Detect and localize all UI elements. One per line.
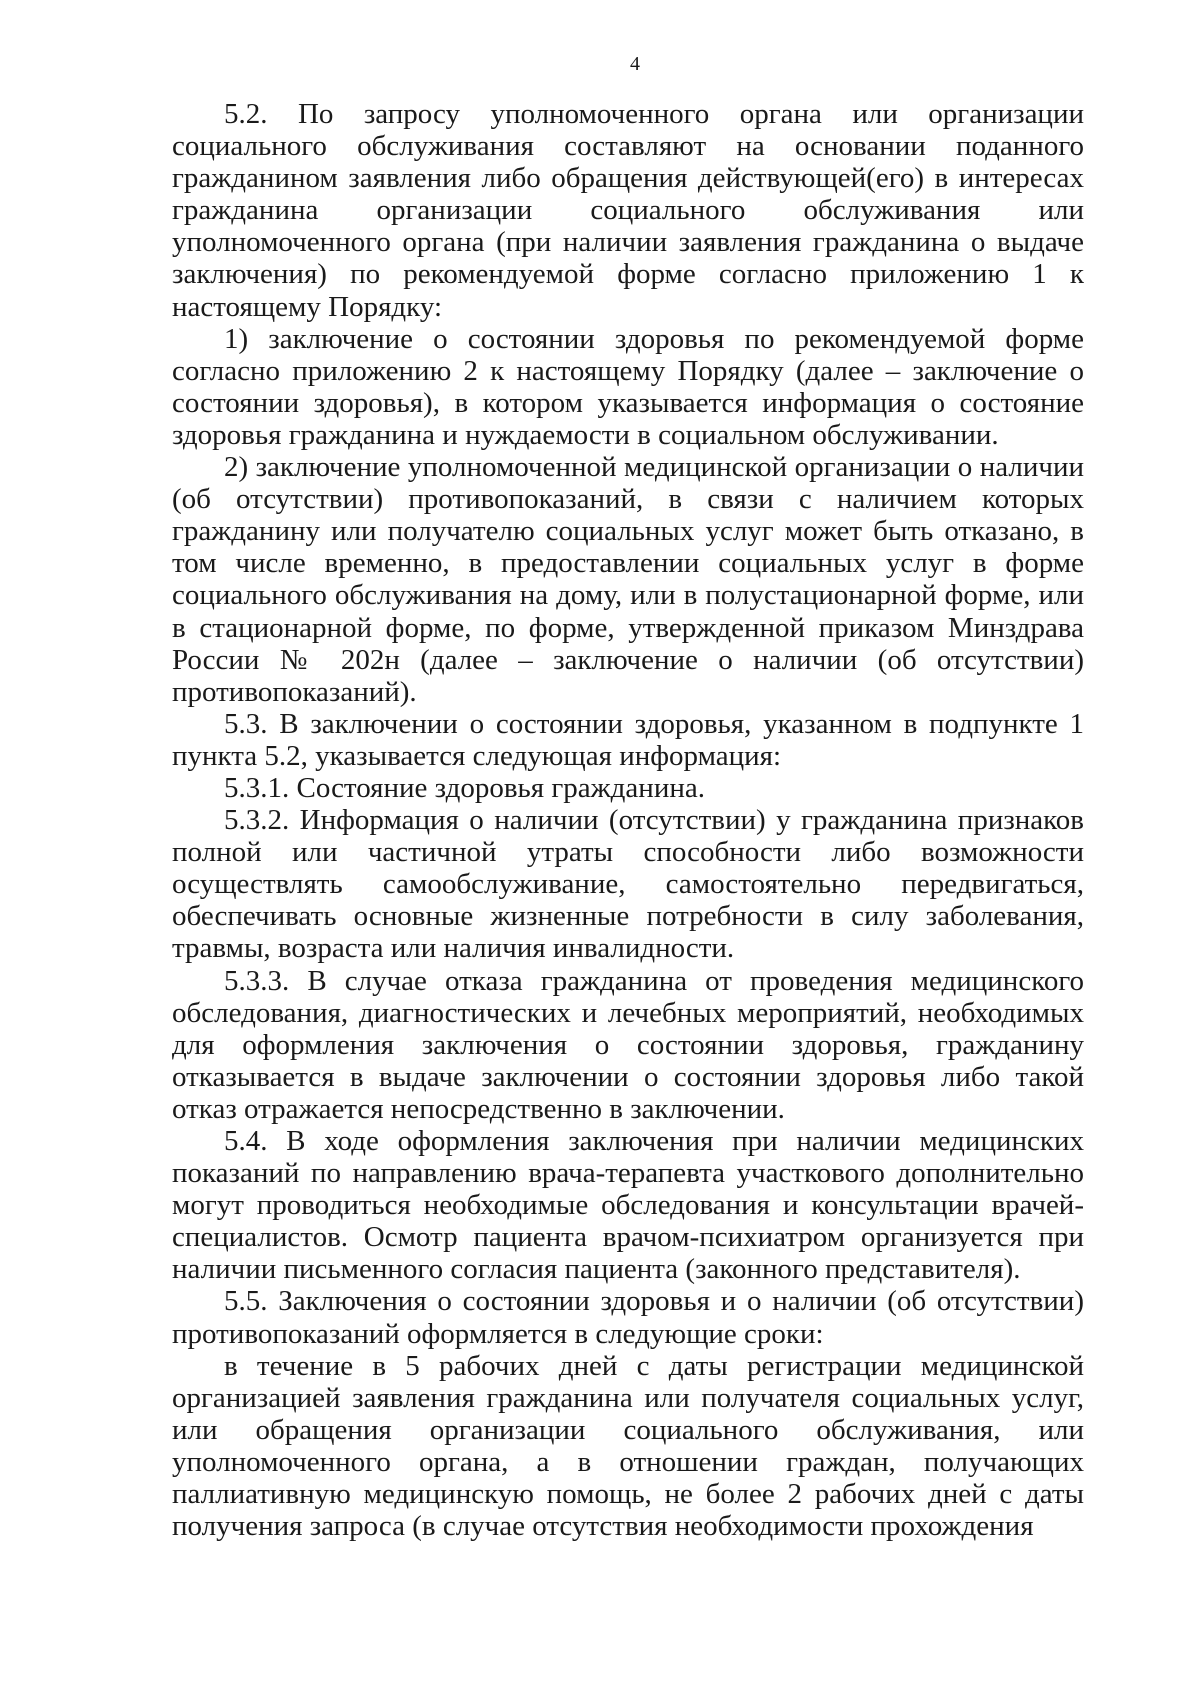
paragraph-5-3: 5.3. В заключении о состоянии здоровья, указанном в подпункте 1 пункта 5.2, указывается следующая информация: <box>172 707 1084 772</box>
paragraph-5-3-1: 5.3.1. Состояние здоровья гражданина. <box>224 771 705 804</box>
page-number: 4 <box>630 53 640 75</box>
paragraph-5-3-2: 5.3.2. Информация о наличии (отсутствии) у гражданина признаков полной или частичной утраты способности либо возможности осуществлять самообслуживание, самостоятельно передвигаться, обеспечивать основные жизненные потребности в силу заболевания, травмы, возраста или наличия инвалидности. <box>172 804 1084 965</box>
paragraph-5-5: 5.5. Заключения о состоянии здоровья и о наличии (об отсутствии) противопоказаний оформляется в следующие сроки: <box>172 1285 1084 1350</box>
paragraph-5-5-terms: в течение в 5 рабочих дней с даты регистрации медицинской организацией заявления гражданина или получателя социальных услуг, или обращения организации социального обслуживания, или уполномоченного органа, а в отношении граждан, получающих паллиативную медицинскую помощь, не более 2 рабочих дней с даты получения запроса (в случае отсутствия необходимости прохождения <box>172 1349 1084 1543</box>
paragraph-5-3-3: 5.3.3. В случае отказа гражданина от проведения медицинского обследования, диагностических и лечебных мероприятий, необходимых для оформления заключения о состоянии здоровья, гражданину отказывается в выдаче заключении о состоянии здоровья либо такой отказ отражается непосредственно в заключении. <box>172 964 1084 1125</box>
paragraph-5-2-item-2: 2) заключение уполномоченной медицинской организации о наличии (об отсутствии) противопоказаний, в связи с наличием которых гражданину или получателю социальных услуг может быть отказано, в том числе временно, в предоставлении социальных услуг в форме социального обслуживания на дому, или в полустационарной форме, или в стационарной форме, по форме, утвержденной приказом Минздрава России № 202н (далее – заключение о наличии (об отсутствии) противопоказаний). <box>172 451 1084 708</box>
paragraph-5-2: 5.2. По запросу уполномоченного органа или организации социального обслуживания составляют на основании поданного гражданином заявления либо обращения действующей(его) в интересах гражданина организации социального обслуживания или уполномоченного органа (при наличии заявления гражданина о выдаче заключения) по рекомендуемой форме согласно приложению 1 к настоящему Порядку: <box>172 98 1084 323</box>
paragraph-5-2-item-1: 1) заключение о состоянии здоровья по рекомендуемой форме согласно приложению 2 к настоящему Порядку (далее – заключение о состоянии здоровья), в котором указывается информация о состояние здоровья гражданина и нуждаемости в социальном обслуживании. <box>172 322 1084 451</box>
document-body <box>172 98 1084 1542</box>
paragraph-5-4: 5.4. В ходе оформления заключения при наличии медицинских показаний по направлению врача-терапевта участкового дополнительно могут проводиться необходимые обследования и консультации врачей-специалистов. Осмотр пациента врачом-психиатром организуется при наличии письменного согласия пациента (законного представителя). <box>172 1125 1084 1286</box>
